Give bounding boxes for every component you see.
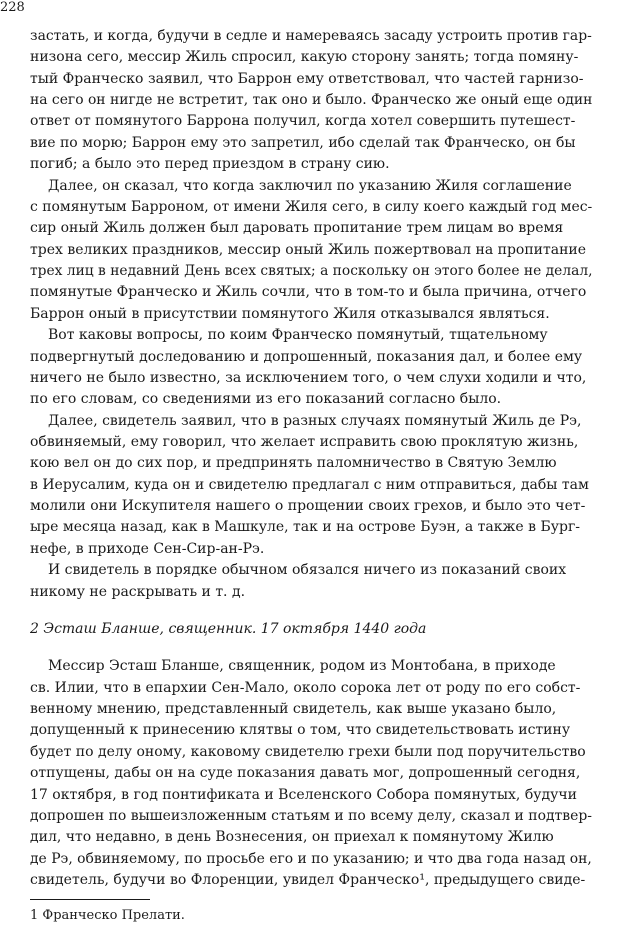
text-line: тый Франческо заявил, что Баррон ему ответствовал, что частей гарнизо- [30,71,584,87]
text-line: помянутые Франческо и Жиль сочли, что в том-то и была причина, отчего [30,284,587,300]
text-line: будет по делу оному, каковому свидетелю грехи были под поручительство [30,744,586,760]
text-line: И свидетель в порядке обычном обязался ничего из показаний своих [48,562,567,578]
text-line: дил, что недавно, в день Вознесения, он приехал к помянутому Жилю [30,829,554,845]
text-line: нефе, в приходе Сен-Сир-ан-Рэ. [30,541,265,557]
text-line: венному мнению, представленный свидетель, как выше указано было, [30,701,557,717]
text-line: кою вел он до сих пор, и предпринять паломничество в Святую Землю [30,455,557,471]
text-line: Мессир Эсташ Бланше, священник, родом из Монтобана, в приходе [48,658,556,674]
text-line: обвиняемый, ему говорил, что желает исправить свою проклятую жизнь, [30,434,579,450]
text-line: Далее, свидетель заявил, что в разных случаях помянутый Жиль де Рэ, [48,413,582,429]
page-number: 228 [0,0,25,15]
text-line: в Иерусалим, куда он и свидетелю предлагал с ним отправиться, дабы там [30,477,589,493]
text-line: Вот каковы вопросы, по коим Франческо помянутый, тщательному [48,327,548,343]
section-heading: 2 Эсташ Бланше, священник. 17 октября 1440 года [30,621,427,637]
text-line: отпущены, дабы он на суде показания давать мог, допрошенный сегодня, [30,765,581,781]
text-line: вие по морю; Баррон ему это запретил, ибо сделай так Франческо, он бы [30,135,576,151]
text-line: св. Илии, что в епархии Сен-Мало, около сорока лет от роду по его собст- [30,680,581,696]
text-line: по его словам, со сведениями из его показаний согласно было. [30,391,502,407]
text-line: Баррон оный в присутствии помянутого Жиля отказывался являться. [30,306,550,322]
footnote-divider [30,899,150,900]
text-line: с помянутым Барроном, от имени Жиля сего, в силу коего каждый год мес- [30,199,593,215]
text-line: допрошен по вышеизложенным статьям и по всему делу, сказал и подтвер- [30,808,593,824]
text-line: трех великих праздников, мессир оный Жиль пожертвовал на пропитание [30,242,587,258]
footnote: 1 Франческо Прелати. [30,908,185,923]
text-line: Далее, он сказал, что когда заключил по указанию Жиля соглашение [48,178,572,194]
text-line: низона сего, мессир Жиль спросил, какую сторону занять; тогда помяну- [30,49,579,65]
text-line: де Рэ, обвиняемому, по просьбе его и по указанию; и что два года назад он, [30,851,592,867]
text-line: трех лиц в недавний День всех святых; а поскольку он этого более не делал, [30,263,593,279]
text-line: погиб; а было это перед приездом в страну сию. [30,156,390,172]
text-line: застать, и когда, будучи в седле и намереваясь засаду устроить против гар- [30,28,592,44]
text-line: ничего не было известно, за исключением того, о чем слухи ходили и что, [30,370,587,386]
text-line: допущенный к принесению клятвы о том, что свидетельствовать истину [30,722,571,738]
text-line: сир оный Жиль должен был даровать пропитание трем лицам во время [30,220,564,236]
text-line: никому не раскрывать и т. д. [30,584,246,600]
text-line: 17 октября, в год понтификата и Вселенского Собора помянутых, будучи [30,787,577,803]
text-line: ответ от помянутого Баррона получил, когда хотел совершить путешест- [30,113,576,129]
text-line: ыре месяца назад, как в Машкуле, так и на острове Буэн, а также в Бург- [30,519,581,535]
text-line: на сего он нигде не встретит, так оно и было. Франческо же оный еще один [30,92,593,108]
text-line: свидетель, будучи во Флоренции, увидел Франческо¹, предыдущего свиде- [30,872,586,888]
text-line: молили они Искупителя нашего о прощении своих грехов, и было это чет- [30,498,586,514]
text-line: подвергнутый доследованию и допрошенный, показания дал, и более ему [30,349,583,365]
